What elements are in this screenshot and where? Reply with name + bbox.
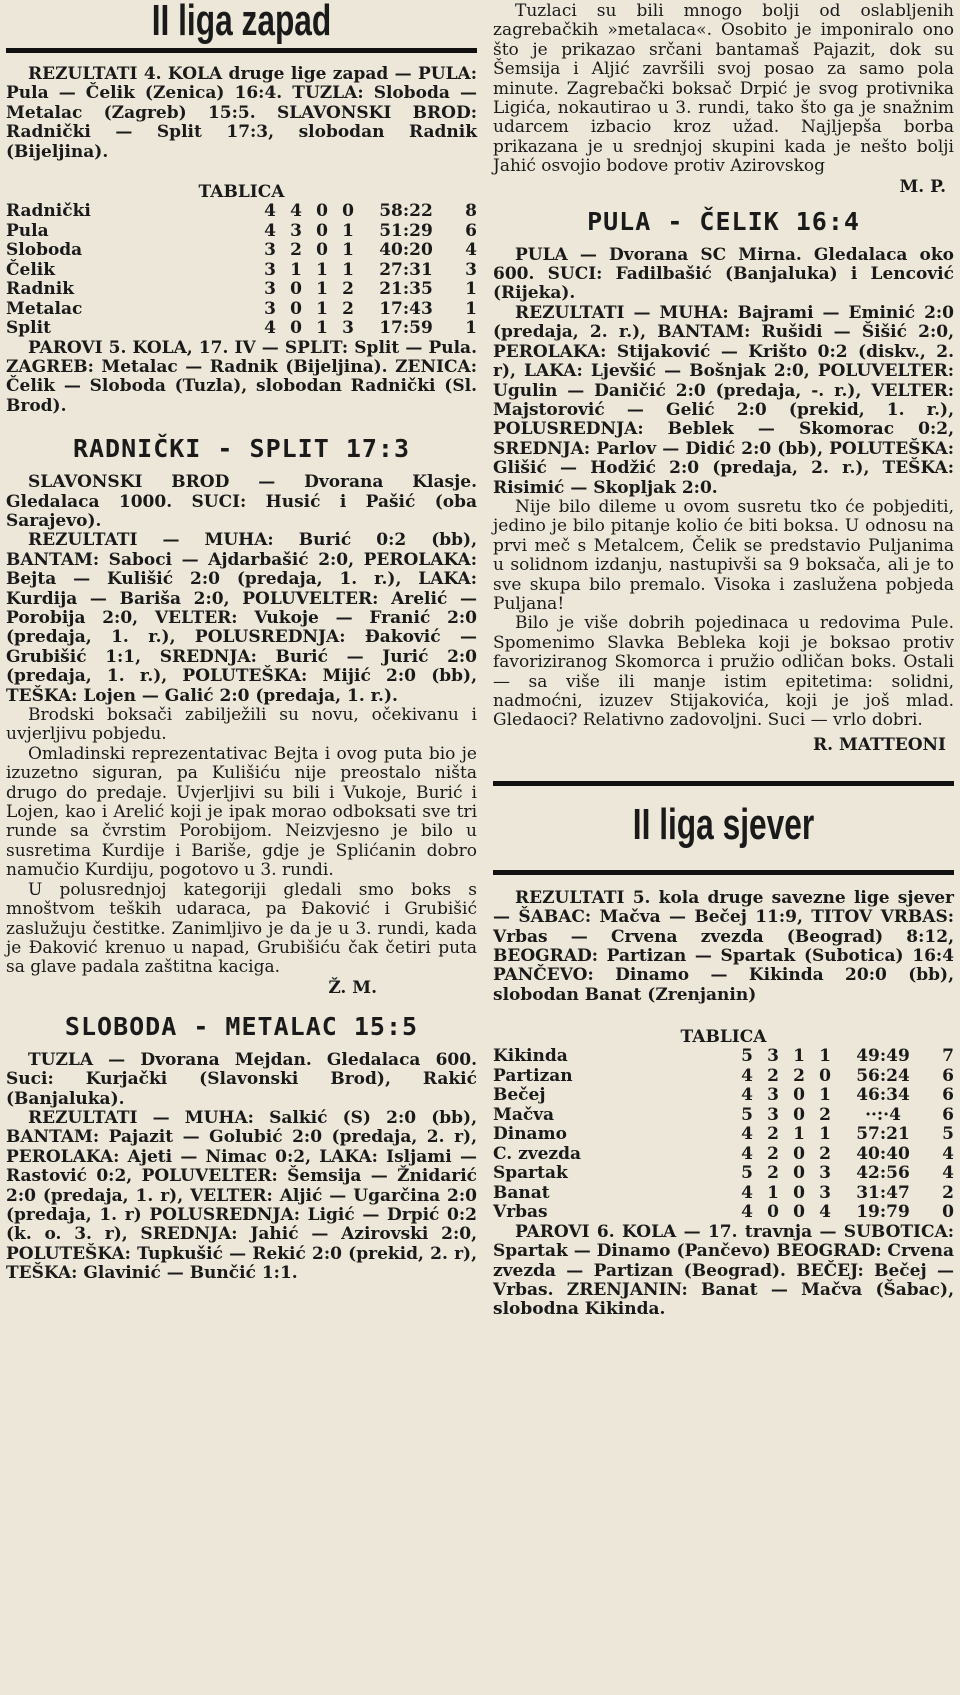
table-cell-w: 2 (290, 240, 302, 261)
table-row (6, 202, 477, 222)
report-paragraph: Nije bilo dileme u ovom susretu tko će pobjediti, jedino je bilo pitanje kolio će biti boksa. U odnosu na prvi meč s Metalcem, Čelik se predstavio Puljanima u solidnom izdanju, nastupivši sa 9 boksača, ali je to sve skupa bilo premalo. Visoka i zaslužena pobjeda Puljana! (493, 496, 954, 614)
table-cell-d: 0 (316, 220, 328, 241)
table-cell-g: ··:·4 (865, 1104, 901, 1125)
table-cell-l: 1 (819, 1124, 831, 1145)
table-cell-g: 46:34 (856, 1085, 910, 1106)
table-row (493, 1184, 954, 1204)
table-cell-w: 2 (767, 1124, 779, 1145)
table-cell-d: 1 (793, 1124, 805, 1145)
table-cell-g: 19:79 (856, 1202, 910, 1223)
table-cell-team: Vrbas (493, 1202, 548, 1223)
table-cell-g: 17:59 (379, 318, 433, 339)
table-cell-team: C. zvezda (493, 1143, 581, 1164)
venue-info: TUZLA — Dvorana Mejdan. Gledalaca 600. Suci: Kurjački (Slavonski Brod), Rakić (Banjaluka). (6, 1049, 477, 1109)
table-row (493, 1203, 954, 1223)
table-cell-w: 0 (290, 318, 302, 339)
table-cell-l: 1 (819, 1046, 831, 1067)
table-row (6, 222, 477, 242)
table-cell-p: 3 (264, 259, 276, 280)
standings-table-sjever (493, 1047, 954, 1223)
table-title: TABLICA (680, 1027, 767, 1048)
table-cell-team: Metalac (6, 298, 83, 319)
table-cell-l: 2 (342, 279, 354, 300)
table-row (6, 241, 477, 261)
right-column (489, 0, 960, 1320)
table-cell-g: 17:43 (379, 298, 433, 319)
table-cell-w: 2 (767, 1143, 779, 1164)
table-cell-l: 2 (819, 1143, 831, 1164)
table-cell-team: Spartak (493, 1163, 568, 1184)
table-cell-g: 42:56 (856, 1163, 910, 1184)
table-cell-p: 4 (741, 1143, 753, 1164)
section-title-radnicki-split: RADNIČKI - SPLIT 17:3 (72, 434, 411, 464)
table-cell-pts: 1 (465, 279, 477, 300)
table-cell-p: 4 (741, 1182, 753, 1203)
table-cell-pts: 6 (942, 1104, 954, 1125)
results-intro: REZULTATI 5. kola druge savezne lige sjever — ŠABAC: Mačva — Bečej 11:9, TITOV VRBAS: Vrbas — Crvena zvezda (Beograd) 8:12, BEOGRAD: Partizan — Spartak (Subotica) 16:4 PANČEVO: Dinamo — Kikinda 20:0 (bb), slobodan Banat (Zrenjanin) (493, 887, 954, 1005)
table-cell-team: Sloboda (6, 240, 83, 261)
table-cell-team: Pula (6, 220, 49, 241)
table-cell-d: 0 (793, 1202, 805, 1223)
table-cell-w: 3 (767, 1085, 779, 1106)
section-rule (493, 781, 954, 786)
table-cell-w: 3 (290, 220, 302, 241)
table-cell-w: 1 (290, 259, 302, 280)
table-cell-w: 0 (290, 298, 302, 319)
table-cell-p: 5 (741, 1046, 753, 1067)
table-row (6, 261, 477, 281)
table-cell-team: Kikinda (493, 1046, 568, 1067)
table-cell-p: 3 (264, 240, 276, 261)
table-cell-pts: 6 (942, 1085, 954, 1106)
table-cell-g: 51:29 (379, 220, 433, 241)
next-round-pairs: PAROVI 5. KOLA, 17. IV — SPLIT: Split — Pula. ZAGREB: Metalac — Radnik (Bijeljina). ZENICA: Čelik — Sloboda (Tuzla), slobodan Radnički (Sl. Brod). (6, 337, 477, 416)
table-row (6, 300, 477, 320)
left-column (0, 0, 485, 1284)
table-cell-d: 1 (316, 259, 328, 280)
table-cell-g: 21:35 (379, 279, 433, 300)
table-cell-p: 4 (741, 1065, 753, 1086)
table-cell-d: 1 (316, 318, 328, 339)
table-row (6, 280, 477, 300)
author-signature: Ž. M. (328, 977, 377, 998)
table-cell-d: 0 (793, 1182, 805, 1203)
author-signature: M. P. (899, 176, 946, 197)
table-cell-team: Bečej (493, 1085, 546, 1106)
report-paragraph: Bilo je više dobrih pojedinaca u redovima Pule. Spomenimo Slavka Bebleka koji je boksao protiv favoriziranog Skomorca i pružio odličan boks. Ostali — sa više ili manje istim epitetima: solidni, nadmoćni, izuzev Stijakovića, koji je još mlad. Gledaoci? Relativno zadovoljni. Suci — vrlo dobri. (493, 613, 954, 731)
liga-sjever-title: II liga sjever (632, 799, 815, 849)
venue-info: SLAVONSKI BROD — Dvorana Klasje. Gledalaca 1000. SUCI: Husić i Pašić (oba Sarajevo). (6, 472, 477, 531)
table-cell-l: 4 (819, 1202, 831, 1223)
author-signature: R. MATTEONI (813, 734, 946, 755)
table-cell-pts: 1 (465, 298, 477, 319)
table-cell-team: Radnički (6, 201, 91, 222)
table-cell-w: 2 (767, 1065, 779, 1086)
table-cell-pts: 1 (465, 318, 477, 339)
table-cell-l: 1 (342, 259, 354, 280)
report-paragraph: Omladinski reprezentativac Bejta i ovog puta bio je izuzetno siguran, pa Kulišiću nije preostalo ništa drugo do predaje. Uvjerljivi su bili i Vukoje, Burić i Lojen, kao i Arelić koji je ipak morao odboksati sve tri runde sa čvrstim Porobijom. Neizvjesno je bilo u susretima Kurdije i Bariše, gdje je Splićanin dobro namučio Kurdiju, pogotovo u 3. rundi. (6, 743, 477, 881)
liga-zapad-title: II liga zapad (151, 0, 332, 45)
table-cell-w: 3 (767, 1046, 779, 1067)
bout-results: REZULTATI — MUHA: Salkić (S) 2:0 (bb), BANTAM: Pajazit — Golubić 2:0 (predaja, 2. r), PEROLAKA: Ajeti — Nimac 0:2, LAKA: Isljami — Rastović 0:2, POLUVELTER: Šemsija — Žnidarić 2:0 (predaja, 1. r), VELTER: Aljić — Ugarčina 2:0 (predaja, 1. r) POLUSREDNJA: Ligić — Drpić 0:2 (k. o. 3. r), SREDNJA: Jahić — Azirovski 2:0, POLUTEŠKA: Tupkušić — Rekić 2:0 (prekid, 2. r), TEŠKA: Glavinić — Bunčić 1:1. (6, 1107, 477, 1284)
venue-info: PULA — Dvorana SC Mirna. Gledalaca oko 600. SUCI: Fadilbašić (Banjaluka) i Lencović (Rijeka). (493, 244, 954, 304)
table-cell-l: 0 (819, 1065, 831, 1086)
report-continuation: Tuzlaci su bili mnogo bolji od oslabljenih zagrebačkih »metalaca«. Osobito je imponiralo ono što je prikazao srčani bantamaš Pajazit, dok su Šemsija i Aljić završili svoj posao za samo pola minute. Zagrebački boksač Drpić je svog protivnika Ligića, nokautirao u 3. rundi, tako što ga je snažnim udarcem izbacio kroz užad. Najljepša borba prikazana je u srednjoj skupini kada je nešto bolji Jahić osvojio bodove protiv Azirovskog (493, 1, 954, 177)
table-cell-w: 4 (290, 201, 302, 222)
table-cell-w: 1 (767, 1182, 779, 1203)
table-cell-g: 58:22 (379, 201, 433, 222)
section-title-pula-celik: PULA - ČELIK 16:4 (587, 206, 860, 236)
table-cell-g: 40:40 (856, 1143, 910, 1164)
title-rule (6, 48, 477, 53)
table-row (493, 1145, 954, 1165)
table-cell-team: Dinamo (493, 1124, 567, 1145)
table-cell-l: 1 (342, 240, 354, 261)
bout-results: REZULTATI — MUHA: Bajrami — Eminić 2:0 (predaja, 2. r.), BANTAM: Rušidi — Šišić 2:0, PEROLAKA: Stijaković — Krišto 0:2 (diskv., 2. r), LAKA: Ljevšić — Bošnjak 2:0, POLUVELTER: Ugulin — Daničić 2:0 (predaja, -. r.), VELTER: Majstorović — Gelić 2:0 (prekid, 1. r.), POLUSREDNJA: Beblek — Skomorac 0:2, SREDNJA: Parlov — Didić 2:0 (bb), POLUTEŠKA: Glišić — Hodžić 2:0 (predaja, 2. r.), TEŠKA: Risimić — Skopljak 2:0. (493, 302, 954, 498)
table-cell-d: 0 (316, 240, 328, 261)
table-cell-pts: 6 (465, 220, 477, 241)
table-cell-p: 4 (741, 1124, 753, 1145)
table-cell-l: 3 (819, 1182, 831, 1203)
title-rule (493, 870, 954, 875)
table-cell-p: 3 (264, 279, 276, 300)
table-cell-l: 2 (342, 298, 354, 319)
table-cell-p: 4 (264, 220, 276, 241)
table-cell-pts: 0 (942, 1202, 954, 1223)
table-row (493, 1164, 954, 1184)
table-cell-g: 40:20 (379, 240, 433, 261)
report-paragraph: Brodski boksači zabilježili su novu, očekivanu i uvjerljivu pobjedu. (6, 705, 477, 745)
table-cell-pts: 2 (942, 1182, 954, 1203)
table-cell-d: 1 (793, 1046, 805, 1067)
bout-results: REZULTATI — MUHA: Burić 0:2 (bb), BANTAM: Saboci — Ajdarbašić 2:0, PEROLAKA: Bejta — Kulišić 2:0 (predaja, 1. r.), LAKA: Kurdija — Bariša 2:0, POLUVELTER: Arelić — Porobija 2:0, VELTER: Vukoje — Franić 2:0 (predaja, 1. r.), POLUSREDNJA: Đaković — Grubišić 1:1, SREDNJA: Burić — Jurić 2:0 (predaja, 1. r.), POLUTEŠKA: Mijić 2:0 (bb), TEŠKA: Lojen — Galić 2:0 (predaja, 1. r.). (6, 530, 477, 706)
table-row (493, 1125, 954, 1145)
table-cell-l: 3 (819, 1163, 831, 1184)
table-cell-d: 1 (316, 279, 328, 300)
table-cell-g: 57:21 (856, 1124, 910, 1145)
table-cell-p: 4 (741, 1202, 753, 1223)
table-cell-pts: 4 (465, 240, 477, 261)
table-row (493, 1047, 954, 1067)
table-cell-pts: 8 (465, 201, 477, 222)
table-cell-d: 2 (793, 1065, 805, 1086)
next-round-pairs: PAROVI 6. KOLA — 17. travnja — SUBOTICA: Spartak — Dinamo (Pančevo) BEOGRAD: Crvena zvezda — Partizan (Beograd). BEČEJ: Bečej — Vrbas. ZRENJANIN: Banat — Mačva (Šabac), slobodna Kikinda. (493, 1221, 954, 1320)
table-cell-d: 1 (316, 298, 328, 319)
table-cell-g: 31:47 (856, 1182, 910, 1203)
table-cell-p: 5 (741, 1163, 753, 1184)
standings-table-zapad (6, 202, 477, 339)
table-cell-d: 0 (793, 1085, 805, 1106)
table-cell-pts: 5 (942, 1124, 954, 1145)
results-intro: REZULTATI 4. KOLA druge lige zapad — PULA: Pula — Čelik (Zenica) 16:4. TUZLA: Sloboda — Metalac (Zagreb) 15:5. SLAVONSKI BROD: Radnički — Split 17:3, slobodan Radnik (Bijeljina). (6, 64, 477, 162)
table-row (493, 1067, 954, 1087)
table-cell-pts: 6 (942, 1065, 954, 1086)
table-cell-l: 1 (342, 220, 354, 241)
table-cell-p: 3 (264, 298, 276, 319)
table-row (493, 1106, 954, 1126)
table-cell-pts: 3 (465, 259, 477, 280)
table-cell-g: 56:24 (856, 1065, 910, 1086)
table-row (493, 1086, 954, 1106)
table-cell-pts: 7 (942, 1046, 954, 1067)
table-cell-d: 0 (793, 1143, 805, 1164)
table-cell-d: 0 (793, 1104, 805, 1125)
table-cell-p: 4 (741, 1085, 753, 1106)
table-cell-g: 27:31 (379, 259, 433, 280)
table-row (6, 319, 477, 339)
table-cell-l: 1 (819, 1085, 831, 1106)
table-cell-team: Čelik (6, 259, 56, 280)
table-cell-d: 0 (793, 1163, 805, 1184)
table-cell-p: 4 (264, 201, 276, 222)
table-cell-team: Mačva (493, 1104, 555, 1125)
table-cell-l: 0 (342, 201, 354, 222)
table-cell-team: Partizan (493, 1065, 573, 1086)
table-cell-w: 0 (290, 279, 302, 300)
table-cell-p: 5 (741, 1104, 753, 1125)
table-cell-l: 2 (819, 1104, 831, 1125)
table-cell-l: 3 (342, 318, 354, 339)
table-cell-team: Radnik (6, 279, 75, 300)
table-cell-w: 0 (767, 1202, 779, 1223)
table-title: TABLICA (198, 182, 285, 203)
table-cell-d: 0 (316, 201, 328, 222)
table-cell-p: 4 (264, 318, 276, 339)
table-cell-pts: 4 (942, 1143, 954, 1164)
table-cell-team: Banat (493, 1182, 550, 1203)
table-cell-g: 49:49 (856, 1046, 910, 1067)
report-paragraph: U polusrednjoj kategoriji gledali smo boks s mnoštvom teških udaraca, pa Đaković i Grubišić zaslužuju čestitke. Zanimljivo je da je u 3. rundi, kada je Đaković krenuo u napad, Grubišiću čak četiri puta sa glave padala zaštitna kaciga. (6, 879, 477, 978)
table-cell-team: Split (6, 318, 51, 339)
table-cell-w: 2 (767, 1163, 779, 1184)
section-title-sloboda-metalac: SLOBODA - METALAC 15:5 (64, 1011, 419, 1041)
table-cell-w: 3 (767, 1104, 779, 1125)
table-cell-pts: 4 (942, 1163, 954, 1184)
